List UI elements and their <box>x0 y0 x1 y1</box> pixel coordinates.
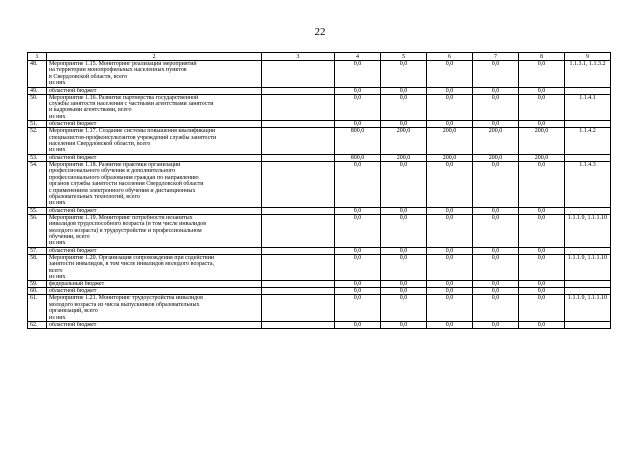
row-value: 0,0 <box>473 247 519 254</box>
row-target-code: 1.1.4.3 <box>565 161 611 207</box>
column-number: 9 <box>565 53 611 61</box>
row-target-code <box>565 247 611 254</box>
row-value: 200,0 <box>519 128 565 155</box>
row-column-3 <box>262 154 335 161</box>
row-value: 0,0 <box>519 288 565 295</box>
column-number: 3 <box>262 53 335 61</box>
column-number: 4 <box>335 53 381 61</box>
row-value: 0,0 <box>381 121 427 128</box>
row-target-code <box>565 322 611 329</box>
table-row <box>28 288 611 295</box>
row-value: 0,0 <box>473 288 519 295</box>
table-row <box>28 121 611 128</box>
row-value: 200,0 <box>427 128 473 155</box>
row-description: Мероприятие 1.15. Мониторинг реализации мероприятий на территории монопрофильных населенных пунктов в Свердловской области, всего из них <box>47 61 262 88</box>
row-target-code <box>565 121 611 128</box>
row-column-3 <box>262 161 335 207</box>
row-column-3 <box>262 281 335 288</box>
table-row <box>28 322 611 329</box>
row-value: 0,0 <box>427 295 473 322</box>
row-number: 58. <box>28 254 47 281</box>
row-target-code <box>565 87 611 94</box>
row-number: 61. <box>28 295 47 322</box>
table-row <box>28 154 611 161</box>
row-value: 0,0 <box>381 214 427 247</box>
row-value: 800,0 <box>335 154 381 161</box>
row-value: 0,0 <box>427 322 473 329</box>
row-value: 0,0 <box>427 247 473 254</box>
row-value: 0,0 <box>473 121 519 128</box>
row-number: 53. <box>28 154 47 161</box>
table-row <box>28 207 611 214</box>
row-value: 0,0 <box>519 281 565 288</box>
row-target-code <box>565 281 611 288</box>
row-value: 0,0 <box>335 254 381 281</box>
row-value: 0,0 <box>427 161 473 207</box>
table-row <box>28 61 611 88</box>
column-number: 7 <box>473 53 519 61</box>
row-value: 0,0 <box>519 254 565 281</box>
row-number: 49. <box>28 87 47 94</box>
row-value: 0,0 <box>381 322 427 329</box>
row-number: 57. <box>28 247 47 254</box>
row-target-code <box>565 154 611 161</box>
row-value: 0,0 <box>335 87 381 94</box>
row-value: 0,0 <box>519 322 565 329</box>
row-target-code: 1.1.1.9, 1.1.1.10 <box>565 214 611 247</box>
row-value: 0,0 <box>519 247 565 254</box>
row-number: 56. <box>28 214 47 247</box>
table-row <box>28 214 611 247</box>
row-description: федеральный бюджет <box>47 281 262 288</box>
row-value: 0,0 <box>473 61 519 88</box>
row-value: 0,0 <box>473 254 519 281</box>
row-value: 0,0 <box>427 121 473 128</box>
row-value: 0,0 <box>381 61 427 88</box>
row-description: Мероприятие 1.20. Организация сопровождения при содействии занятости инвалидов, в том числе инвалидов молодого возраста, всего из них <box>47 254 262 281</box>
column-number: 1 <box>28 53 47 61</box>
row-target-code: 1.1.4.1 <box>565 94 611 121</box>
row-description: Мероприятие 1.18. Развитие практики организации профессионального обучения и дополнительного профессионального образования граждан по направлению органов службы занятости населения Свердловской области с применением электронного обучения и дистанционных образовательных технологий, всего из них <box>47 161 262 207</box>
row-value: 200,0 <box>427 154 473 161</box>
row-value: 0,0 <box>335 214 381 247</box>
row-value: 200,0 <box>381 154 427 161</box>
row-description: Мероприятие 1.17. Создание системы повышения квалификации специалистов-профконсультантов учреждений службы занятости населения Свердловской области, всего из них <box>47 128 262 155</box>
row-description: областной бюджет <box>47 121 262 128</box>
row-value: 0,0 <box>427 288 473 295</box>
row-value: 0,0 <box>519 94 565 121</box>
row-value: 0,0 <box>427 207 473 214</box>
row-value: 0,0 <box>473 322 519 329</box>
row-value: 0,0 <box>427 214 473 247</box>
row-number: 60. <box>28 288 47 295</box>
row-value: 0,0 <box>381 288 427 295</box>
row-value: 800,0 <box>335 128 381 155</box>
row-description: Мероприятие 1.21. Мониторинг трудоустройства инвалидов молодого возраста из числа выпускников образовательных организаций, всего из них <box>47 295 262 322</box>
row-target-code: 1.1.3.1, 1.1.3.2 <box>565 61 611 88</box>
table-row <box>28 295 611 322</box>
row-value: 0,0 <box>519 214 565 247</box>
row-column-3 <box>262 94 335 121</box>
row-target-code: 1.1.4.2 <box>565 128 611 155</box>
row-value: 0,0 <box>473 161 519 207</box>
column-number-row <box>28 53 611 61</box>
table-row <box>28 254 611 281</box>
row-value: 200,0 <box>381 128 427 155</box>
row-description: областной бюджет <box>47 207 262 214</box>
row-value: 0,0 <box>519 87 565 94</box>
row-value: 0,0 <box>381 94 427 121</box>
row-column-3 <box>262 322 335 329</box>
budget-table <box>27 52 611 329</box>
row-value: 0,0 <box>427 254 473 281</box>
table-row <box>28 87 611 94</box>
row-value: 0,0 <box>427 94 473 121</box>
row-column-3 <box>262 128 335 155</box>
row-value: 0,0 <box>335 288 381 295</box>
row-target-code <box>565 288 611 295</box>
row-value: 0,0 <box>335 281 381 288</box>
table-row <box>28 94 611 121</box>
column-number: 2 <box>47 53 262 61</box>
row-value: 0,0 <box>381 281 427 288</box>
row-column-3 <box>262 87 335 94</box>
row-value: 0,0 <box>381 161 427 207</box>
table-row <box>28 128 611 155</box>
row-target-code: 1.1.1.9, 1.1.1.10 <box>565 254 611 281</box>
row-value: 0,0 <box>335 161 381 207</box>
table-row <box>28 161 611 207</box>
row-description: областной бюджет <box>47 87 262 94</box>
row-column-3 <box>262 247 335 254</box>
row-number: 59. <box>28 281 47 288</box>
row-value: 0,0 <box>381 87 427 94</box>
row-number: 48. <box>28 61 47 88</box>
row-description: Мероприятие 1.19. Мониторинг потребности незанятых инвалидов трудоспособного возраста (в том числе инвалидов молодого возраста) в трудоустройстве и профессиональном обучении, всего из них <box>47 214 262 247</box>
row-number: 54. <box>28 161 47 207</box>
row-value: 0,0 <box>335 121 381 128</box>
row-column-3 <box>262 288 335 295</box>
row-column-3 <box>262 295 335 322</box>
row-value: 0,0 <box>519 61 565 88</box>
row-target-code <box>565 207 611 214</box>
row-number: 52. <box>28 128 47 155</box>
row-value: 0,0 <box>381 295 427 322</box>
row-description: областной бюджет <box>47 247 262 254</box>
row-column-3 <box>262 61 335 88</box>
row-description: областной бюджет <box>47 288 262 295</box>
row-value: 0,0 <box>381 207 427 214</box>
row-value: 0,0 <box>473 281 519 288</box>
row-number: 51. <box>28 121 47 128</box>
row-description: областной бюджет <box>47 322 262 329</box>
row-value: 0,0 <box>335 247 381 254</box>
row-value: 0,0 <box>519 161 565 207</box>
row-description: Мероприятие 1.16. Развитие партнерства государственной службы занятости населения с частными агентствами занятости и кадровыми агентствами, всего из них <box>47 94 262 121</box>
row-value: 200,0 <box>519 154 565 161</box>
table-row <box>28 247 611 254</box>
row-value: 200,0 <box>473 154 519 161</box>
row-value: 0,0 <box>427 61 473 88</box>
row-value: 0,0 <box>473 94 519 121</box>
row-value: 0,0 <box>427 281 473 288</box>
row-value: 0,0 <box>335 94 381 121</box>
table-row <box>28 281 611 288</box>
row-column-3 <box>262 207 335 214</box>
row-value: 0,0 <box>519 295 565 322</box>
column-number: 8 <box>519 53 565 61</box>
row-value: 0,0 <box>473 87 519 94</box>
row-number: 50. <box>28 94 47 121</box>
row-value: 200,0 <box>473 128 519 155</box>
row-value: 0,0 <box>335 295 381 322</box>
row-value: 0,0 <box>473 207 519 214</box>
row-column-3 <box>262 121 335 128</box>
row-column-3 <box>262 254 335 281</box>
row-description: областной бюджет <box>47 154 262 161</box>
row-value: 0,0 <box>473 214 519 247</box>
row-value: 0,0 <box>427 87 473 94</box>
column-number: 5 <box>381 53 427 61</box>
row-value: 0,0 <box>519 207 565 214</box>
row-number: 55. <box>28 207 47 214</box>
row-value: 0,0 <box>335 207 381 214</box>
row-value: 0,0 <box>335 322 381 329</box>
row-target-code: 1.1.1.9, 1.1.1.10 <box>565 295 611 322</box>
row-number: 62. <box>28 322 47 329</box>
row-value: 0,0 <box>381 254 427 281</box>
column-number: 6 <box>427 53 473 61</box>
page-number: 22 <box>314 26 326 38</box>
row-column-3 <box>262 214 335 247</box>
row-value: 0,0 <box>335 61 381 88</box>
row-value: 0,0 <box>381 247 427 254</box>
row-value: 0,0 <box>519 121 565 128</box>
row-value: 0,0 <box>473 295 519 322</box>
